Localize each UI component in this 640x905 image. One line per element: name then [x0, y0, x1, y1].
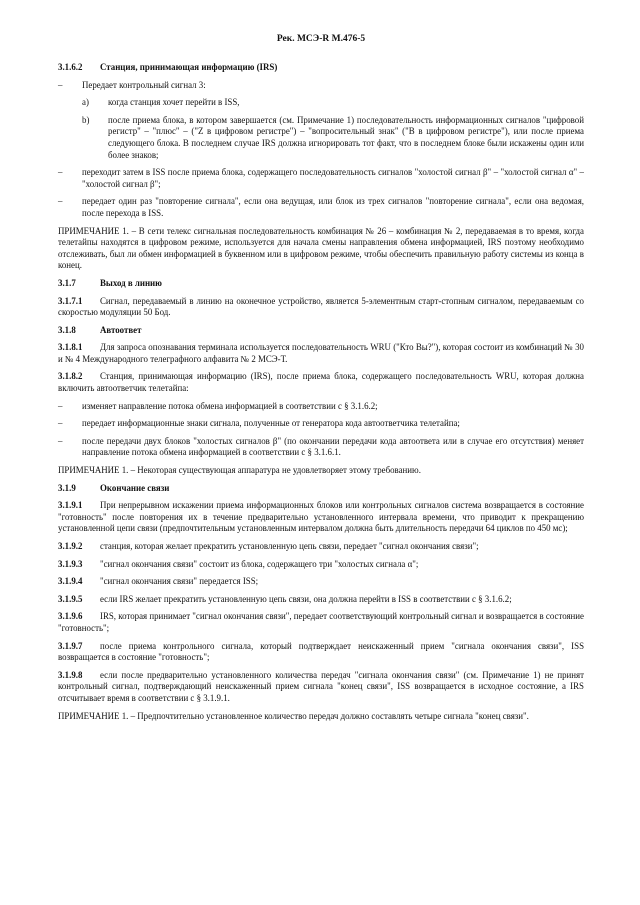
- paragraph-3-1-9-6: 3.1.9.6 IRS, которая принимает "сигнал окончания связи", передает соответствующий контрольный сигнал и возвращается в состояние "готовность";: [58, 611, 584, 633]
- section-heading-3-1-9: 3.1.9 Окончание связи: [58, 482, 170, 493]
- note-paragraph: ПРИМЕЧАНИЕ 1. – Предпочтительно установленное количество передач должно составлять четыре сигнала "конец связи".: [58, 710, 529, 721]
- paragraph-3-1-9-4: 3.1.9.4 "сигнал окончания связи" передается ISS;: [58, 576, 259, 587]
- sublist-item-b: b) после приема блока, в котором завершается (см. Примечание 1) последовательность информационных сигналов "цифровой регистр" – "плюс" – ("Z в цифровом регистре") – "вопросительный знак" ("В в цифровом регистре"), или после приема следующего блока. В последнем случае IRS должна игнорировать тот факт, что в последнем блоке были искажены один или более знаков;: [82, 114, 584, 160]
- paragraph-3-1-9-2: 3.1.9.2 станция, которая желает прекратить установленную цепь связи, передает "сигнал окончания связи";: [58, 541, 479, 551]
- paragraph-3-1-9-1: 3.1.9.1 При непрерывном искажении приема информационных блоков или контрольных сигналов система возвращается в состояние "готовность" после повторения их в течение предварительно установленного интервала времени, что приводит к прекращению установленной цепи связи (предпочтительным установленным интервалом должна быть длительность передачи 64 циклов по 450 мс);: [58, 500, 584, 534]
- section-heading-3-1-6-2: 3.1.6.2 Станция, принимающая информацию (IRS): [58, 62, 278, 72]
- paragraph-3-1-9-8: 3.1.9.8 если после предварительно установленного количества передач "сигнала окончания связи" (см. Примечание 1) не принят контрольный сигнал, подтверждающий неискаженный прием сигнала "конец связи", ISS возвращается в исходное состояние, а IRS отсчитывает время в соответствии с § 3.1.9.1.: [58, 669, 584, 703]
- section-heading-3-1-8: 3.1.8 Автоответ: [58, 324, 142, 335]
- paragraph-3-1-8-2: 3.1.8.2 Станция, принимающая информацию (IRS), после приема блока, содержащего последовательность WRU, которая должна включить автоответчик телетайпа:: [58, 371, 584, 394]
- list-item: – Передает контрольный сигнал 3:: [58, 79, 206, 90]
- paragraph-3-1-9-7: 3.1.9.7 после приема контрольного сигнала, который подтверждает неискаженный прием "сигнала окончания связи", ISS возвращается в состояние "готовность";: [58, 640, 584, 663]
- note-paragraph: ПРИМЕЧАНИЕ 1. – Некоторая существующая аппаратура не удовлетворяет этому требованию.: [58, 465, 421, 476]
- section-heading-3-1-7: 3.1.7 Выход в линию: [58, 277, 162, 288]
- dash-marker: –: [58, 79, 63, 90]
- paragraph-3-1-7-1: 3.1.7.1 Сигнал, передаваемый в линию на оконечное устройство, является 5-элементным старт-стопным сигналом, передаваемым со скоростью модуляции 50 Бод.: [58, 295, 584, 318]
- paragraph-3-1-9-5: 3.1.9.5 если IRS желает прекратить установленную цепь связи, она должна перейти в ISS в соответствии с § 3.1.6.2;: [58, 593, 512, 604]
- paragraph-3-1-9-3: 3.1.9.3 "сигнал окончания связи" состоит из блока, содержащего три "холостых сигнала α";: [58, 558, 419, 569]
- list-item: – изменяет направление потока обмена информацией в соответствии с § 3.1.6.2;: [58, 400, 378, 411]
- note-paragraph: ПРИМЕЧАНИЕ 1. – В сети телекс сигнальная последовательность комбинация № 26 – комбинация № 2, передаваемая в то время, когда телетайпы находятся в цифровом режиме, используется для начала смены направления обмена информацией, IRS поэтому необходимо отслеживать, был ли обмен информацией в буквенном или в цифровом режиме, чтобы обеспечить правильную работу системы из конца в конец.: [58, 225, 584, 271]
- list-item: – переходит затем в ISS после приема блока, содержащего последовательность сигналов "холостой сигнал β" – "холостой сигнал α" – "холостой сигнал β";: [58, 167, 584, 189]
- document-body: [58, 62, 584, 728]
- list-item: – передает один раз "повторение сигнала", если она ведущая, или блок из трех сигналов "повторение сигнала", если она ведомая, после перехода в ISS.: [58, 196, 584, 218]
- page-header: Рек. МСЭ-R M.476-5: [276, 34, 366, 44]
- list-item: – после передачи двух блоков "холостых сигналов β" (по окончании передачи кода автоответа или в случае его отсутствия) меняет направление потока обмена информацией в соответствии с § 3.1.6.1.: [58, 435, 584, 458]
- list-item: – передает информационные знаки сигнала, полученные от генератора кода автоответчика телетайпа;: [58, 418, 460, 429]
- paragraph-3-1-8-1: 3.1.8.1 Для запроса опознавания терминала используется последовательность WRU ("Кто Вы?"), которая состоит из комбинаций № 30 и № 4 Международного телеграфного алфавита № 2 МСЭ-Т.: [58, 342, 584, 364]
- sublist-item-a: a) когда станция хочет перейти в ISS,: [82, 97, 240, 108]
